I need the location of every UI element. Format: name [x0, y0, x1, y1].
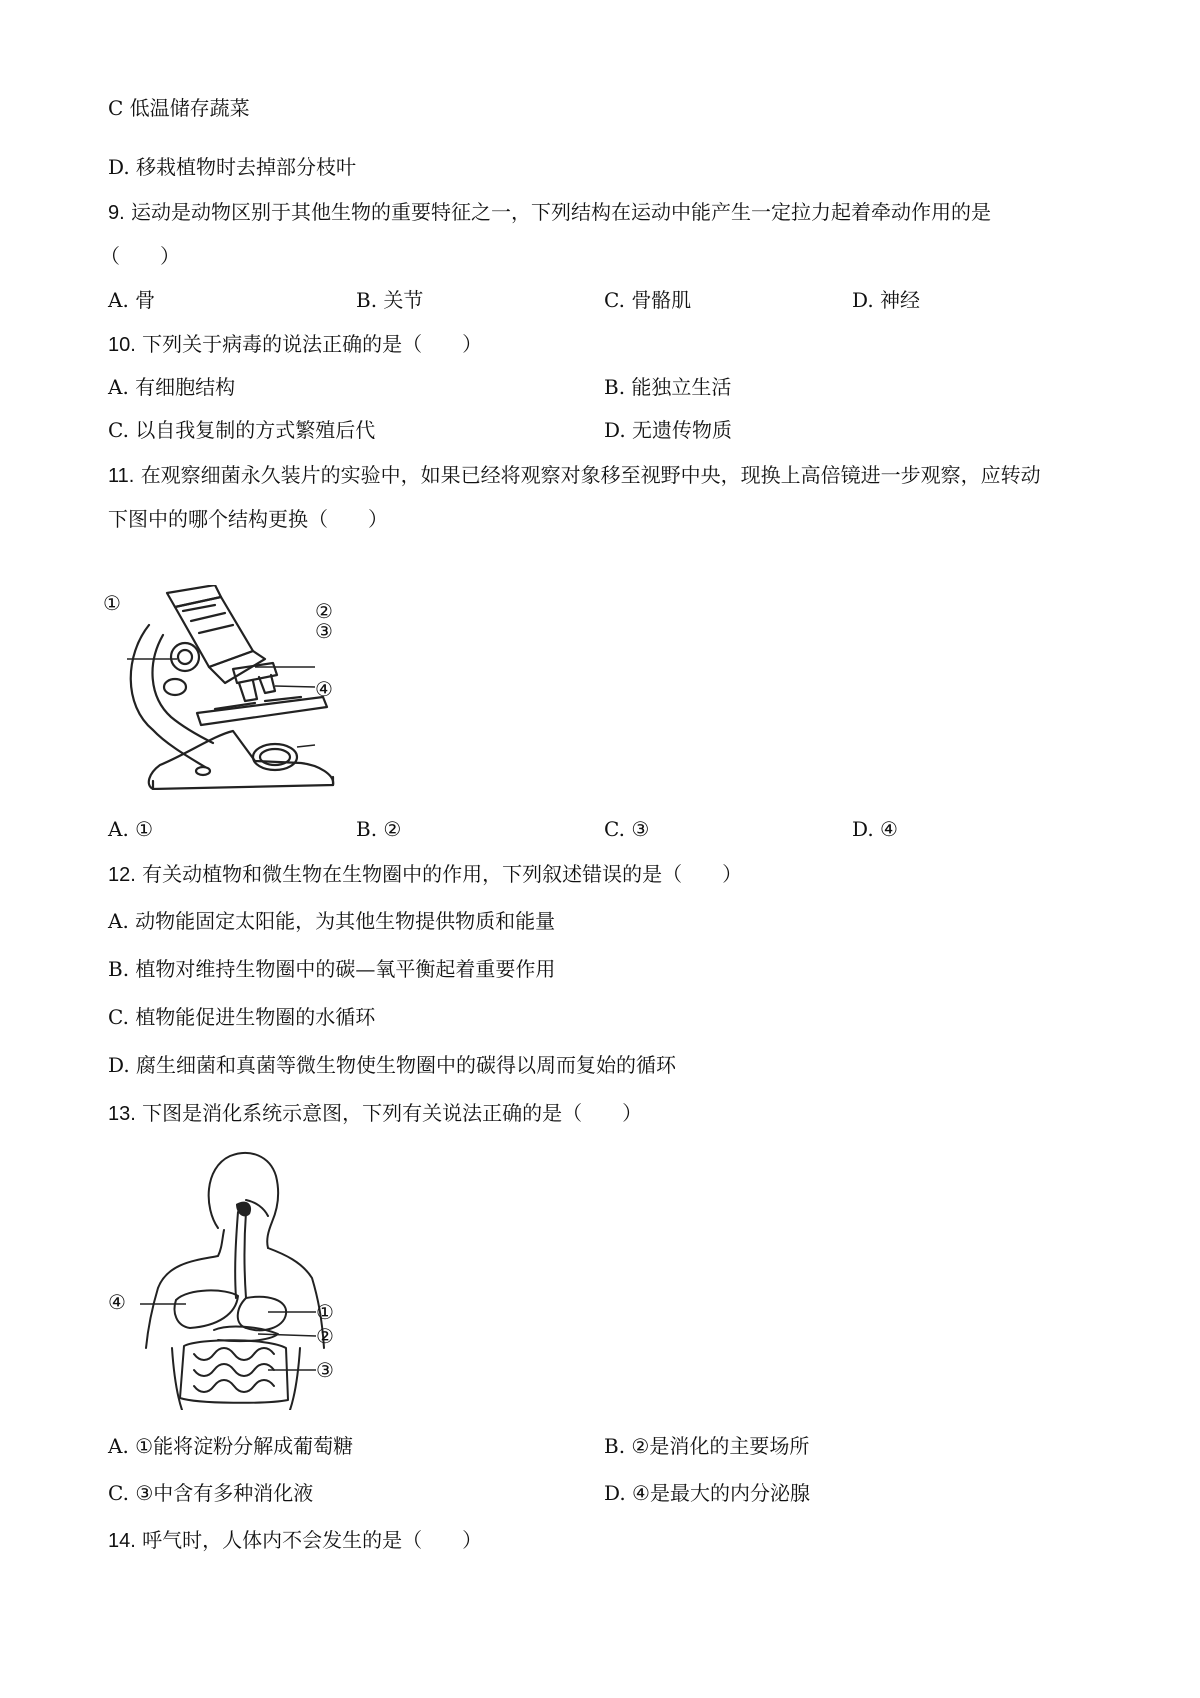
microscope-marker-2: ②	[315, 599, 333, 623]
q11-stem-line1: 在观察细菌永久装片的实验中，如果已经将观察对象移至视野中央，现换上高倍镜进一步观察，应转动	[140, 463, 1041, 487]
q9-stem-line2: （ ）	[100, 244, 180, 268]
q12-stem-text: 有关动植物和微生物在生物圈中的作用，下列叙述错误的是（ ）	[142, 862, 743, 886]
digestive-marker-2: ②	[316, 1324, 334, 1348]
q12-option-d: D. 腐生细菌和真菌等微生物使生物圈中的碳得以周而复始的循环	[108, 1053, 677, 1077]
microscope-figure	[105, 585, 375, 790]
q10-option-a: A. 有细胞结构	[108, 375, 236, 399]
microscope-marker-4: ④	[315, 677, 333, 701]
q13-stem	[108, 1099, 642, 1128]
q11-option-a: A. ①	[108, 817, 154, 841]
q13-number: 13.	[108, 1103, 136, 1125]
q8-option-c: C 低温储存蔬菜	[108, 96, 250, 120]
digestive-system-figure	[108, 1148, 358, 1410]
digestive-marker-3: ③	[316, 1358, 334, 1382]
q12-option-b: B. 植物对维持生物圈中的碳—氧平衡起着重要作用	[108, 957, 556, 981]
q10-option-d: D. 无遗传物质	[604, 418, 733, 442]
q11-option-d: D. ④	[852, 817, 898, 841]
microscope-marker-3: ③	[315, 619, 333, 643]
digestive-marker-1: ①	[316, 1300, 334, 1324]
microscope-marker-1: ①	[103, 591, 121, 615]
q10-option-b: B. 能独立生活	[604, 375, 732, 399]
q8-option-d: D. 移栽植物时去掉部分枝叶	[108, 155, 357, 179]
q11-option-b: B. ②	[356, 817, 402, 841]
q13-option-d: D. ④是最大的内分泌腺	[604, 1481, 810, 1505]
q14-stem-text: 呼气时，人体内不会发生的是（ ）	[142, 1528, 483, 1552]
q11-stem	[108, 461, 1041, 490]
q10-option-c: C. 以自我复制的方式繁殖后代	[108, 418, 376, 442]
q13-stem-text: 下图是消化系统示意图，下列有关说法正确的是（ ）	[142, 1101, 643, 1125]
q13-option-b: B. ②是消化的主要场所	[604, 1434, 810, 1458]
q9-stem	[108, 198, 991, 227]
digestive-marker-4: ④	[108, 1290, 126, 1314]
q12-number: 12.	[108, 864, 136, 886]
q12-option-a: A. 动物能固定太阳能，为其他生物提供物质和能量	[108, 909, 556, 933]
q9-option-c: C. 骨骼肌	[604, 288, 692, 312]
q13-option-c: C. ③中含有多种消化液	[108, 1481, 314, 1505]
q11-stem-line2: 下图中的哪个结构更换（ ）	[108, 507, 388, 531]
q13-option-a: A. ①能将淀粉分解成葡萄糖	[108, 1434, 354, 1458]
q12-option-c: C. 植物能促进生物圈的水循环	[108, 1005, 376, 1029]
q9-stem-line1: 运动是动物区别于其他生物的重要特征之一，下列结构在运动中能产生一定拉力起着牵动作用的是	[131, 200, 992, 224]
q10-number: 10.	[108, 334, 136, 356]
q9-option-a: A. 骨	[108, 288, 156, 312]
q14-number: 14.	[108, 1530, 136, 1552]
q12-stem	[108, 860, 742, 889]
microscope-drawing	[105, 585, 375, 790]
q10-stem	[108, 330, 482, 359]
q14-stem	[108, 1526, 482, 1555]
q11-number: 11.	[108, 465, 135, 487]
q11-option-c: C. ③	[604, 817, 650, 841]
q9-option-d: D. 神经	[852, 288, 921, 312]
q10-stem-text: 下列关于病毒的说法正确的是（ ）	[142, 332, 483, 356]
q9-option-b: B. 关节	[356, 288, 424, 312]
q9-number: 9.	[108, 202, 125, 224]
